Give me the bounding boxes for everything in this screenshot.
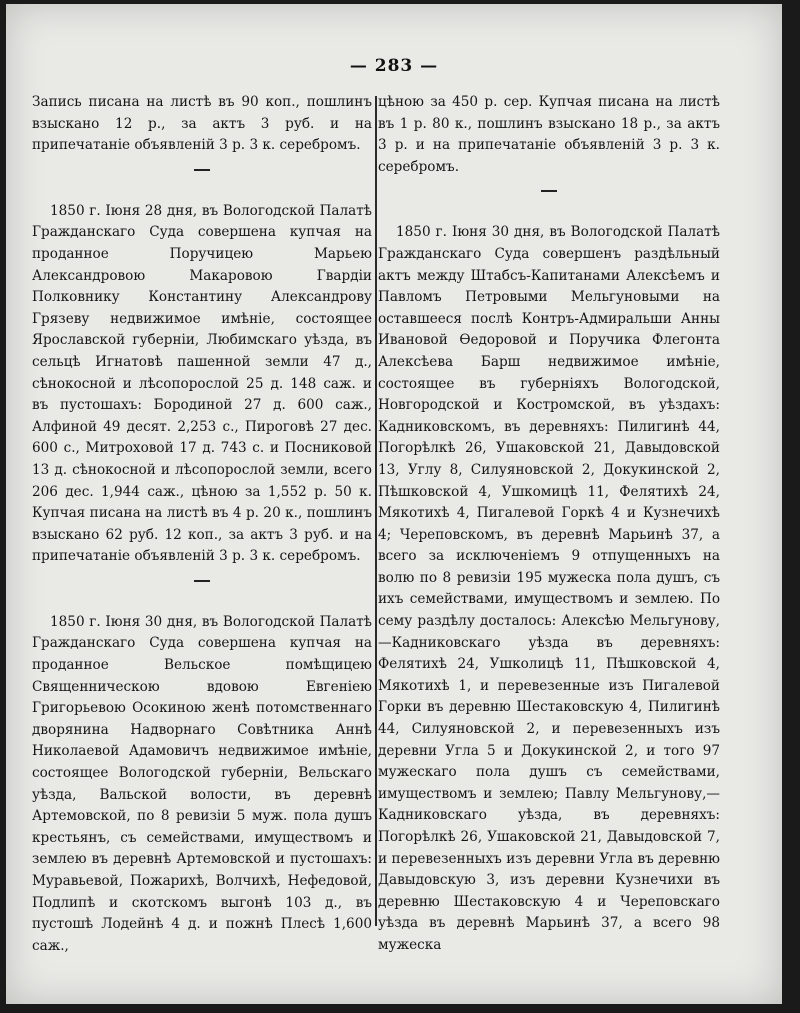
paragraph-text: цѣною за 450 р. сер. Купчая писана на листѣ въ 1 р. 80 к., пошлинъ взыскано 18 р., за актъ 3 р. и на припечатаніе объявленій 3 р. 3 к. серебромъ. [378,94,720,175]
paragraph-text: 1850 г. Іюня 30 дня, въ Вологодской Палатѣ Гражданскаго Суда совершенъ раздѣльный актъ между Штабсъ-Капитанами Алексѣемъ и Павломъ Петровыми Мельгуновыми на оставшееся послѣ Контръ-Адмиральши Анны Ивановой Ѳедоровой и Поручика Флегонта Алексѣева Барш недвижимое имѣніе, состоящее въ губерніяхъ Вологодской, Новгородской и Костромской, въ уѣздахъ: Кадниковскомъ, въ деревняхъ: Пилигинѣ 44, Погорѣлкѣ 26, Ушаковской 21, Давыдовской 13, Углу 8, Силуяновской 2, Докукинской 2, Пѣшковской 4, Ушкомицѣ 11, Фелятихѣ 24, Мякотихѣ 4, Пигалевой Горкѣ 4 и Кузнечихѣ 4; Череповскомъ, въ деревнѣ Марьинѣ 37, а всего за исключеніемъ 9 отпущенныхъ на волю по 8 ревизіи 195 мужеска пола душъ, съ ихъ семействами, имуществомъ и землею. По сему раздѣлу досталось: Алексѣю Мельгунову,—Кадниковскаго уѣзда въ деревняхъ: Фелятихѣ 24, Ушколицѣ 11, Пѣшковской 4, Мякотихѣ 1, и перевезенные изъ Пигалевой Горки въ деревню Шестаковскую 4, Пилигинѣ 44, Силуяновской 2, и перевезенныхъ изъ деревни Угла 5 и Докукинской 2, и того 97 мужескаго пола душъ съ семействами, имуществомъ и землею; Павлу Мельгунову,—Кадниковскаго уѣзда, въ деревняхъ: Погорѣлкѣ 26, Ушаковской 21, Давыдовской 7, и перевезенныхъ изъ деревни Угла въ деревню Давыдовскую 3, изъ деревни Кузнечихи въ деревню Шестаковскую 4 и Череповскаго уѣзда въ деревнѣ Марьинѣ 37, а всего 98 мужеска [378,224,720,953]
paragraph-text: 1850 г. Іюня 30 дня, въ Вологодской Палатѣ Гражданскаго Суда совершена купчая на проданное Вельское помѣщицею Священническою вдовою Евгеніею Григорьевою Осокиною женѣ потомственнаго дворянина Надворнаго Совѣтника Аннѣ Николаевой Адамовичъ недвижимое имѣніе, состоящее Вологодской губерніи, Вельскаго уѣзда, Вальской волости, въ деревнѣ Артемовской, по 8 ревизіи 5 муж. пола душъ крестьянъ, съ семействами, имуществомъ и землею въ деревнѣ Артемовской и пустошахъ: Муравьевой, Пожарихѣ, Волчихѣ, Нефедовой, Подлипѣ и скотскомъ выгонѣ 103 д., въ пустошѣ Лодейнѣ 4 д. и пожнѣ Плесѣ 1,600 саж., [32,613,372,954]
page-number: — 283 — [349,56,439,76]
right-column [378,92,720,957]
book-page [6,4,782,1004]
paragraph-text: 1850 г. Іюня 28 дня, въ Вологодской Палатѣ Гражданскаго Суда совершена купчая на проданное Поручицею Марьею Александровою Макаровою Гвардіи Полковнику Константину Александрову Грязеву недвижимое имѣніе, состоящее Ярославской губерніи, Любимскаго уѣзда, въ сельцѣ Игнатовѣ пашенной земли 47 д., сѣнокосной и лѣсопорослой 25 д. 148 саж. и въ пустошахъ: Бородиной 27 д. 600 саж., Алфиной 49 десят. 2,253 с., Пироговѣ 27 дес. 600 с., Митроховой 17 д. 743 с. и Посниковой 13 д. сѣнокосной и лѣсопорослой земли, всего 206 дес. 1,944 саж., цѣною за 1,552 р. 50 к. Купчая писана на листѣ въ 4 р. 20 к., пошлинъ взыскано 62 руб. 12 коп., за актъ 3 руб. и на припечатаніе объявленій 3 р. 3 к. серебромъ. [32,202,372,565]
left-column [32,92,372,957]
column-divider [375,96,377,926]
record-entry [378,222,720,956]
section-separator [194,580,210,582]
continuation-paragraph [32,92,372,157]
record-entry [32,612,372,958]
record-entry [32,201,372,568]
section-separator [541,190,557,192]
paragraph-text: Запись писана на листѣ въ 90 коп., пошлинъ взыскано 12 р., за актъ 3 руб. и на припечатаніе объявленій 3 р. 3 к. серебромъ. [32,94,372,154]
continuation-paragraph [378,92,720,178]
section-separator [194,169,210,171]
